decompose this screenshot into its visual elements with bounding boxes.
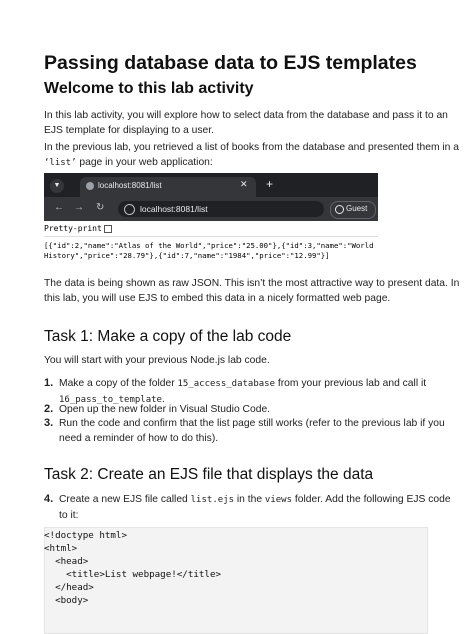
page-title: Passing database data to EJS templates — [44, 52, 417, 74]
list-item: Make a copy of the folder 15_access_database from your previous lab and call it 16_pass_to_template. — [59, 378, 427, 405]
address-url: localhost:8081/list — [140, 204, 208, 214]
task1-list: 1. Make a copy of the folder 15_access_database from your previous lab and call it 16_pass_to_template. 2. Open up the new folder in Visual Studio Code. 3. Run the code and confirm that the list page still works (refer to the previous lab if you need a reminder of how to do this). — [44, 377, 445, 444]
pretty-print-toggle[interactable]: Pretty-print — [44, 224, 112, 233]
task1-lead: You will start with your previous Node.js lab code. — [44, 355, 270, 366]
intro-paragraph-2: In the previous lab, you retrieved a list of books from the database and presented them in a ‘list’ page in your web application: — [44, 142, 459, 168]
profile-icon — [335, 205, 344, 214]
pretty-print-checkbox[interactable] — [104, 225, 112, 233]
code-line: <head> — [44, 556, 89, 567]
intro-paragraph-1: In this lab activity, you will explore how to select data from the database and pass it to an EJS template for displaying to a user. — [44, 110, 448, 136]
intro-heading: Welcome to this lab activity — [44, 80, 254, 97]
forward-icon[interactable]: → — [74, 202, 84, 213]
json-output: [{"id":2,"name":"Atlas of the World","price":"25.00"},{"id":3,"name":"World History","price":"28.79"},{"id":7,"name":"1984","price":"12.99"}] — [44, 241, 374, 260]
divider — [44, 236, 378, 237]
code-line: <title>List webpage!</title> — [44, 569, 222, 580]
back-icon[interactable]: ← — [54, 202, 64, 213]
code-line: <html> — [44, 543, 78, 554]
tab-label: localhost:8081/list — [98, 181, 162, 190]
browser-screenshot — [44, 173, 378, 265]
reload-icon[interactable]: ↻ — [96, 202, 105, 213]
list-item: Run the code and confirm that the list page still works (refer to the previous lab if you need a reminder of how to do this). — [59, 418, 445, 444]
task2-heading: Task 2: Create an EJS file that displays the data — [44, 466, 374, 483]
code-block — [44, 527, 428, 634]
list-item: Open up the new folder in Visual Studio Code. — [59, 404, 271, 415]
code-line: <!doctype html> — [44, 530, 127, 541]
code-line: </head> — [44, 582, 94, 593]
chevron-down-icon[interactable]: ▼ — [50, 179, 64, 193]
code-line: <body> — [44, 595, 89, 606]
new-tab-icon[interactable]: + — [266, 177, 274, 191]
globe-icon — [86, 182, 94, 190]
task1-heading: Task 1: Make a copy of the lab code — [44, 328, 292, 345]
json-explanation: The data is being shown as raw JSON. This isn’t the most attractive way to present data. In this lab, you will use EJS to embed this data in a nicely formatted web page. — [44, 278, 460, 304]
task2-list: 4. Create a new EJS file called list.ejs in the views folder. Add the following EJS code to it: — [44, 493, 451, 521]
info-icon — [124, 204, 135, 215]
close-icon[interactable]: ✕ — [240, 179, 248, 189]
inline-code-list: ‘list’ — [44, 158, 77, 168]
list-item: Create a new EJS file called list.ejs in the views folder. Add the following EJS code to it: — [59, 494, 451, 521]
guest-label: Guest — [346, 204, 368, 213]
